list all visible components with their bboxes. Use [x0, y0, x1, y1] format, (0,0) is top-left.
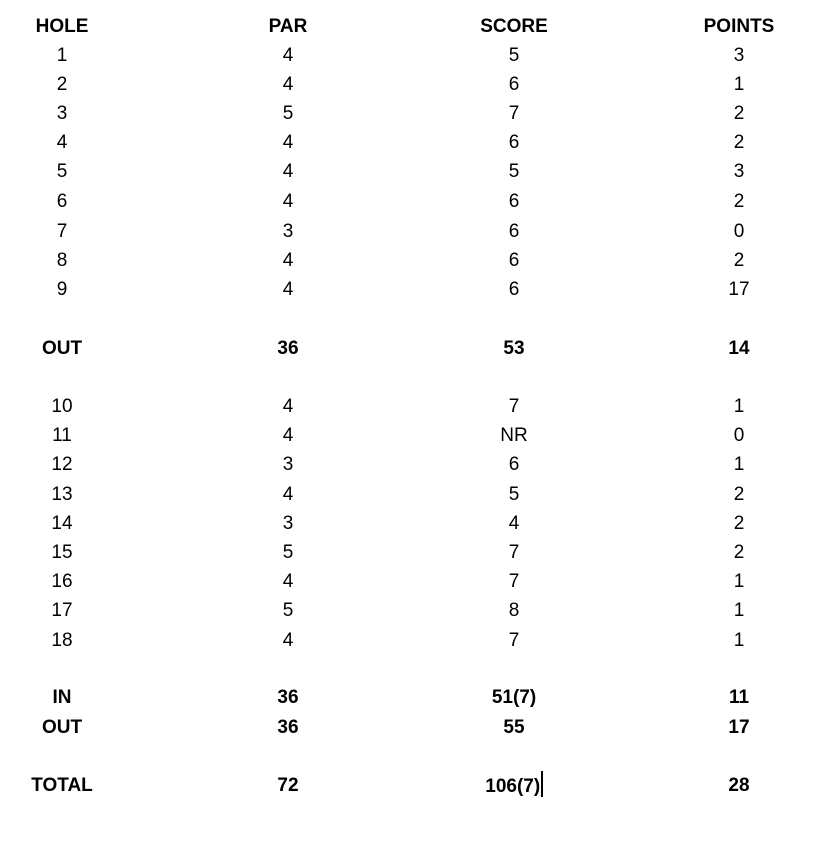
hole-points: 1: [733, 630, 745, 651]
out-par-total: 36: [277, 338, 299, 359]
hole-points: 17: [728, 279, 750, 300]
hole-number: 17: [51, 600, 73, 621]
hole-row-5: [0, 157, 838, 186]
hole-points: 0: [733, 425, 745, 446]
hole-score: 6: [508, 279, 520, 300]
hole-row-2: [0, 70, 838, 99]
hole-row-6: [0, 187, 838, 216]
hole-par: 4: [282, 74, 294, 95]
par-column-header: PAR: [268, 16, 308, 37]
out-summary-label: OUT: [41, 717, 83, 738]
hole-points: 2: [733, 542, 745, 563]
hole-number: 18: [51, 630, 73, 651]
hole-score: 7: [508, 542, 520, 563]
hole-score: 7: [508, 630, 520, 651]
hole-points: 2: [733, 103, 745, 124]
hole-number: 4: [56, 132, 68, 153]
hole-score: 4: [508, 513, 520, 534]
hole-points: 2: [733, 484, 745, 505]
hole-number: 7: [56, 221, 68, 242]
hole-par: 5: [282, 103, 294, 124]
hole-row-18: [0, 626, 838, 655]
hole-number: 6: [56, 191, 68, 212]
hole-par: 4: [282, 161, 294, 182]
hole-row-14: [0, 509, 838, 538]
header-row: [0, 12, 838, 41]
hole-points: 0: [733, 221, 745, 242]
hole-score: 6: [508, 454, 520, 475]
hole-number: 5: [56, 161, 68, 182]
hole-number: 1: [56, 45, 68, 66]
hole-points: 3: [733, 161, 745, 182]
out-points-total: 14: [728, 338, 750, 359]
in-score-total: 51(7): [491, 687, 537, 708]
out-score-total: 53: [503, 338, 525, 359]
hole-points: 2: [733, 513, 745, 534]
hole-score: 8: [508, 600, 520, 621]
hole-score: 6: [508, 191, 520, 212]
hole-number: 13: [51, 484, 73, 505]
hole-points: 1: [733, 454, 745, 475]
out-summary-row: [0, 713, 838, 742]
hole-points: 1: [733, 396, 745, 417]
hole-par: 4: [282, 630, 294, 651]
hole-number: 10: [51, 396, 73, 417]
hole-score: 7: [508, 396, 520, 417]
hole-points: 2: [733, 250, 745, 271]
hole-par: 5: [282, 542, 294, 563]
hole-row-8: [0, 246, 838, 275]
hole-number: 9: [56, 279, 68, 300]
hole-row-3: [0, 99, 838, 128]
hole-par: 4: [282, 279, 294, 300]
out-summary-points: 17: [728, 717, 750, 738]
hole-score: 5: [508, 484, 520, 505]
hole-row-10: [0, 392, 838, 421]
hole-par: 4: [282, 191, 294, 212]
hole-score: 6: [508, 250, 520, 271]
hole-points: 1: [733, 571, 745, 592]
hole-score: 6: [508, 74, 520, 95]
out-label: OUT: [41, 338, 83, 359]
hole-number: 3: [56, 103, 68, 124]
hole-number: 14: [51, 513, 73, 534]
hole-par: 4: [282, 425, 294, 446]
in-par-total: 36: [277, 687, 299, 708]
hole-score: 7: [508, 571, 520, 592]
out-summary-par: 36: [277, 717, 299, 738]
total-par: 72: [277, 775, 299, 796]
points-column-header: POINTS: [703, 16, 775, 37]
hole-row-16: [0, 567, 838, 596]
hole-points: 1: [733, 74, 745, 95]
hole-par: 4: [282, 571, 294, 592]
hole-points: 3: [733, 45, 745, 66]
hole-number: 15: [51, 542, 73, 563]
hole-number: 16: [51, 571, 73, 592]
hole-number: 12: [51, 454, 73, 475]
hole-row-7: [0, 217, 838, 246]
hole-par: 4: [282, 484, 294, 505]
in-summary-row: [0, 683, 838, 712]
hole-number: 11: [52, 425, 72, 446]
hole-par: 4: [282, 396, 294, 417]
total-score: 106(7): [485, 776, 541, 797]
total-label: TOTAL: [31, 775, 93, 796]
hole-score: NR: [500, 425, 528, 446]
hole-score: 5: [508, 161, 520, 182]
hole-row-13: [0, 480, 838, 509]
hole-par: 5: [282, 600, 294, 621]
hole-number: 8: [56, 250, 68, 271]
total-points: 28: [728, 775, 750, 796]
hole-score: 6: [508, 132, 520, 153]
total-row: [0, 771, 838, 800]
hole-row-17: [0, 596, 838, 625]
hole-row-12: [0, 450, 838, 479]
in-points-total: 11: [728, 687, 750, 708]
text-cursor: [541, 771, 543, 797]
hole-row-15: [0, 538, 838, 567]
out-subtotal-row: [0, 334, 838, 363]
hole-points: 2: [733, 132, 745, 153]
hole-score: 5: [508, 45, 520, 66]
out-summary-score: 55: [503, 717, 525, 738]
hole-par: 4: [282, 45, 294, 66]
hole-par: 4: [282, 132, 294, 153]
hole-row-9: [0, 275, 838, 304]
hole-par: 3: [282, 454, 294, 475]
hole-row-1: [0, 41, 838, 70]
in-label: IN: [52, 687, 72, 708]
hole-points: 2: [733, 191, 745, 212]
hole-row-11: [0, 421, 838, 450]
hole-points: 1: [733, 600, 745, 621]
hole-column-header: HOLE: [35, 16, 89, 37]
hole-par: 3: [282, 221, 294, 242]
score-column-header: SCORE: [480, 16, 548, 37]
hole-par: 4: [282, 250, 294, 271]
hole-score: 7: [508, 103, 520, 124]
hole-score: 6: [508, 221, 520, 242]
total-score-cell[interactable]: [444, 771, 584, 801]
hole-number: 2: [56, 74, 68, 95]
hole-row-4: [0, 128, 838, 157]
hole-par: 3: [282, 513, 294, 534]
